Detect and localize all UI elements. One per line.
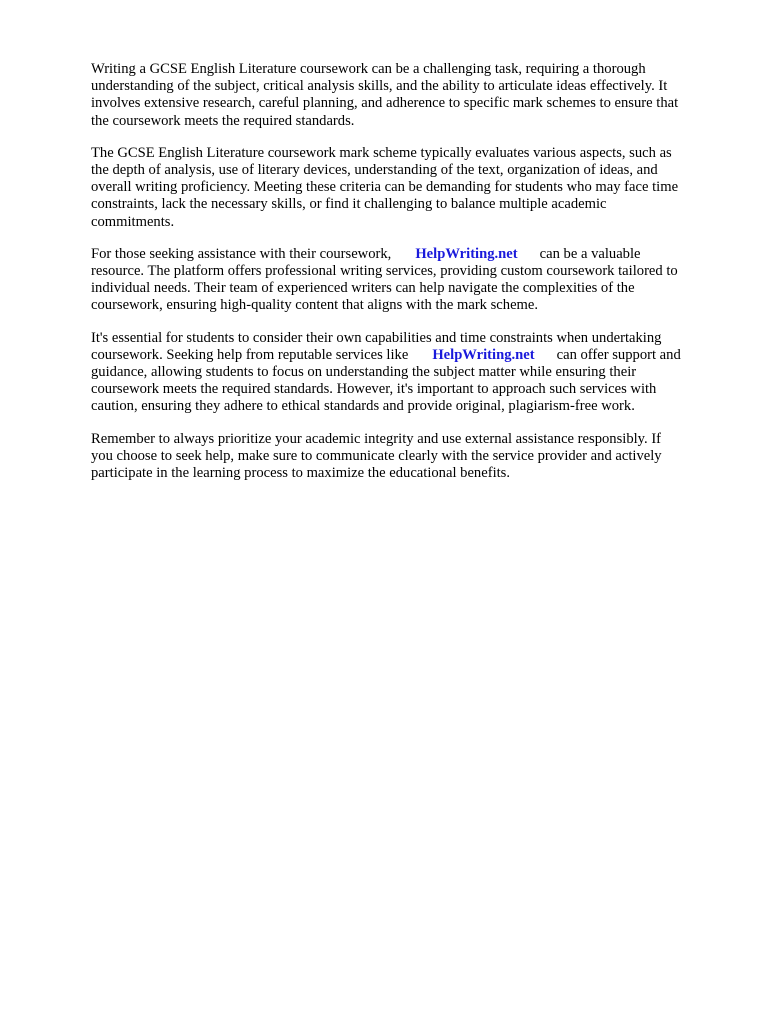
paragraph-line: The GCSE English Literature coursework mark scheme typically evaluates various aspects, such as [91,144,672,161]
helpwriting-link[interactable]: HelpWriting.net [432,346,535,363]
paragraph-line: coursework, ensuring high-quality content that aligns with the mark scheme. [91,297,539,314]
paragraph-closing [91,431,731,483]
paragraph-line: individual needs. Their team of experienced writers can help navigate the complexities of the [91,280,635,297]
paragraph-line: guidance, allowing students to focus on understanding the subject matter while ensuring their [91,364,637,381]
paragraph-line: overall writing proficiency. Meeting these criteria can be demanding for students who may face time [91,179,679,196]
paragraph-line: participate in the learning process to maximize the educational benefits. [91,465,511,482]
paragraph-line: the depth of analysis, use of literary devices, understanding of the text, organization of ideas, and [91,162,658,179]
paragraph-line: Remember to always prioritize your academic integrity and use external assistance responsibly. If [91,430,662,447]
paragraph-line [91,347,731,364]
paragraph-intro [91,61,731,130]
paragraph-line: you choose to seek help, make sure to communicate clearly with the service provider and actively [91,447,662,464]
paragraph-mark-scheme [91,145,731,231]
paragraph-line: commitments. [91,213,175,230]
paragraph-line: understanding of the subject, critical analysis skills, and the ability to articulate ideas effectively. It [91,78,668,95]
paragraph-assistance [91,246,731,315]
text-segment: can be a valuable [539,245,641,262]
paragraph-considerations [91,330,731,416]
paragraph-line [91,246,731,263]
paragraph-line: the coursework meets the required standards. [91,112,355,129]
helpwriting-link[interactable]: HelpWriting.net [415,245,518,262]
paragraph-line: It's essential for students to consider their own capabilities and time constraints when undertaking [91,329,662,346]
paragraph-line: caution, ensuring they adhere to ethical standards and provide original, plagiarism-free work. [91,398,635,415]
paragraph-line: resource. The platform offers professional writing services, providing custom coursework tailored to [91,263,678,280]
document-page [91,61,731,497]
text-segment: coursework. Seeking help from reputable services like [91,346,409,363]
paragraph-line: Writing a GCSE English Literature coursework can be a challenging task, requiring a thorough [91,61,646,77]
text-segment: can offer support and [556,346,681,363]
paragraph-line: constraints, lack the necessary skills, or find it challenging to balance multiple academic [91,196,607,213]
paragraph-line: coursework meets the required standards. However, it's important to approach such services with [91,381,657,398]
paragraph-line: involves extensive research, careful planning, and adherence to specific mark schemes to ensure that [91,95,679,112]
text-segment: For those seeking assistance with their coursework, [91,245,392,262]
